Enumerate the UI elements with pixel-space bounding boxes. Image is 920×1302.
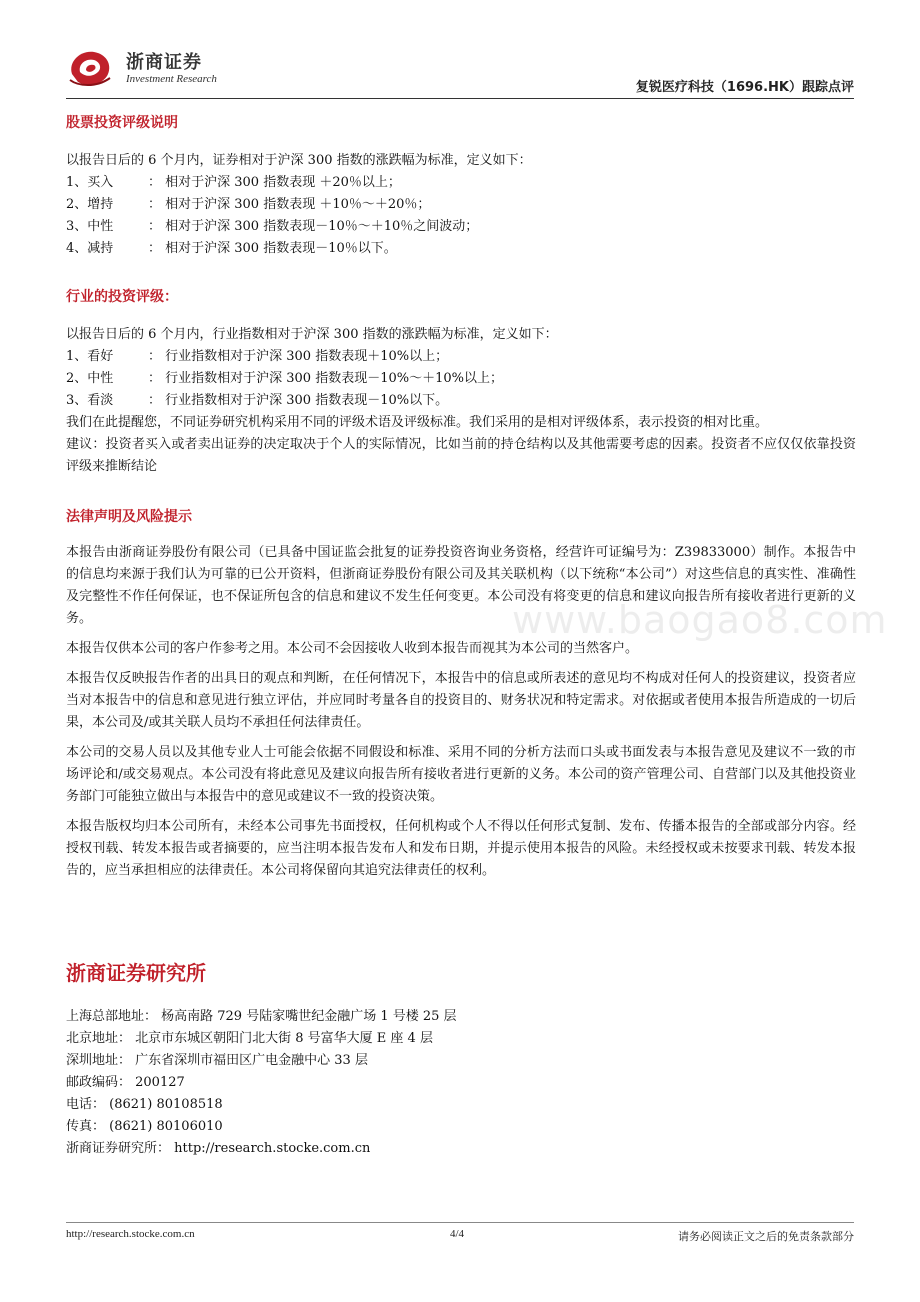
contact-shenzhen-address: 深圳地址： 广东省深圳市福田区广电金融中心 33 层 xyxy=(66,1053,368,1068)
zheshang-logo-icon xyxy=(66,46,114,88)
contact-beijing-address: 北京地址： 北京市东城区朝阳门北大街 8 号富华大厦 E 座 4 层 xyxy=(66,1031,433,1046)
rating-name: 2、增持 xyxy=(66,197,114,212)
legal-paragraph: 本公司的交易人员以及其他专业人士可能会依据不同假设和标准、采用不同的分析方法而口头或书面发表与本报告意见及建议不一致的市场评论和/或交易观点。本公司没有将此意见及建议向报告所有接收者进行更新的义务。本公司的资产管理公司、自营部门以及其他投资业务部门可能独立做出与本报告中的意见或建议不一致的投资决策。 xyxy=(66,745,856,804)
logo-text-en: Investment Research xyxy=(126,73,217,85)
rating-name: 4、减持 xyxy=(66,241,114,256)
rating-desc: ： 相对于沪深 300 指数表现－10％～＋10％之间波动； xyxy=(148,219,479,234)
footer-url: http://research.stocke.com.cn xyxy=(66,1228,195,1240)
rating-name: 1、买入 xyxy=(66,175,114,190)
rating-desc: ： 相对于沪深 300 指数表现－10％以下。 xyxy=(148,241,397,256)
stock-rating-item xyxy=(66,238,856,260)
rating-reminder: 我们在此提醒您，不同证券研究机构采用不同的评级术语及评级标准。我们采用的是相对评级体系，表示投资的相对比重。 xyxy=(66,415,769,430)
stock-rating-item xyxy=(66,194,856,216)
industry-rating-section xyxy=(66,286,856,478)
page-content xyxy=(66,108,856,1160)
legal-paragraph: 本报告版权均归本公司所有，未经本公司事先书面授权，任何机构或个人不得以任何形式复制、发布、传播本报告的全部或部分内容。经授权刊载、转发本报告或者摘要的，应当注明本报告发布人和发布日期，并提示使用本报告的风险。未经授权或未按要求刊载、转发本报告的，应当承担相应的法律责任。本公司将保留向其追究法律责任的权利。 xyxy=(66,819,856,878)
rating-advice: 建议：投资者买入或者卖出证券的决定取决于个人的实际情况，比如当前的持仓结构以及其他需要考虑的因素。投资者不应仅仅依靠投资评级来推断结论 xyxy=(66,437,856,474)
contact-fax: 传真： (8621) 80106010 xyxy=(66,1119,223,1134)
institute-section xyxy=(66,958,856,1160)
industry-rating-title: 行业的投资评级： xyxy=(66,289,178,305)
rating-name: 1、看好 xyxy=(66,349,114,364)
industry-rating-item xyxy=(66,368,856,390)
stock-rating-item xyxy=(66,172,856,194)
footer-divider xyxy=(66,1222,854,1223)
stock-rating-section xyxy=(66,112,856,260)
contact-phone: 电话： (8621) 80108518 xyxy=(66,1097,223,1112)
rating-desc: ： 相对于沪深 300 指数表现 ＋10％～＋20％； xyxy=(148,197,431,212)
contact-website: 浙商证券研究所： http://research.stocke.com.cn xyxy=(66,1141,371,1156)
rating-name: 3、看淡 xyxy=(66,393,114,408)
legal-paragraph: 本报告仅供本公司的客户作参考之用。本公司不会因接收人收到本报告而视其为本公司的当然客户。 xyxy=(66,641,639,656)
stock-rating-item xyxy=(66,216,856,238)
stock-rating-intro: 以报告日后的 6 个月内，证券相对于沪深 300 指数的涨跌幅为标准，定义如下： xyxy=(66,153,532,168)
rating-name: 2、中性 xyxy=(66,371,114,386)
rating-desc: ： 行业指数相对于沪深 300 指数表现－10%以下。 xyxy=(148,393,449,408)
logo-text-cn: 浙商证券 xyxy=(126,52,202,73)
report-title: 复锐医疗科技（1696.HK）跟踪点评 xyxy=(635,80,854,95)
footer-disclaimer: 请务必阅读正文之后的免责条款部分 xyxy=(678,1230,854,1243)
legal-section xyxy=(66,506,856,882)
contact-postcode: 邮政编码： 200127 xyxy=(66,1075,185,1090)
page-header xyxy=(66,40,854,98)
rating-desc: ： 相对于沪深 300 指数表现 ＋20％以上； xyxy=(148,175,401,190)
watermark: www.baogao8.com xyxy=(512,598,888,642)
header-divider xyxy=(66,98,854,99)
rating-name: 3、中性 xyxy=(66,219,114,234)
industry-rating-item xyxy=(66,390,856,412)
page-footer xyxy=(66,1228,854,1246)
rating-desc: ： 行业指数相对于沪深 300 指数表现－10%～＋10%以上； xyxy=(148,371,503,386)
stock-rating-title: 股票投资评级说明 xyxy=(66,115,178,131)
legal-title: 法律声明及风险提示 xyxy=(66,509,192,525)
industry-rating-item xyxy=(66,346,856,368)
industry-rating-intro: 以报告日后的 6 个月内，行业指数相对于沪深 300 指数的涨跌幅为标准，定义如下： xyxy=(66,327,558,342)
legal-paragraph: 本报告由浙商证券股份有限公司（已具备中国证监会批复的证券投资咨询业务资格，经营许可证编号为：Z39833000）制作。本报告中的信息均来源于我们认为可靠的已公开资料，但浙商证券股份有限公司及其关联机构（以下统称“本公司”）对这些信息的真实性、准确性及完整性不作任何保证，也不保证所包含的信息和建议不发生任何变更。本公司没有将变更的信息和建议向报告所有接收者进行更新的义务。 xyxy=(66,545,856,626)
rating-desc: ： 行业指数相对于沪深 300 指数表现＋10%以上； xyxy=(148,349,449,364)
page-number: 4/4 xyxy=(450,1228,465,1240)
contact-shanghai-address: 上海总部地址： 杨高南路 729 号陆家嘴世纪金融广场 1 号楼 25 层 xyxy=(66,1009,457,1024)
institute-title: 浙商证券研究所 xyxy=(66,961,206,985)
legal-paragraph: 本报告仅反映报告作者的出具日的观点和判断，在任何情况下，本报告中的信息或所表述的意见均不构成对任何人的投资建议，投资者应当对本报告中的信息和意见进行独立评估，并应同时考量各自的投资目的、财务状况和特定需求。对依据或者使用本报告所造成的一切后果，本公司及/或其关联人员均不承担任何法律责任。 xyxy=(66,671,856,730)
